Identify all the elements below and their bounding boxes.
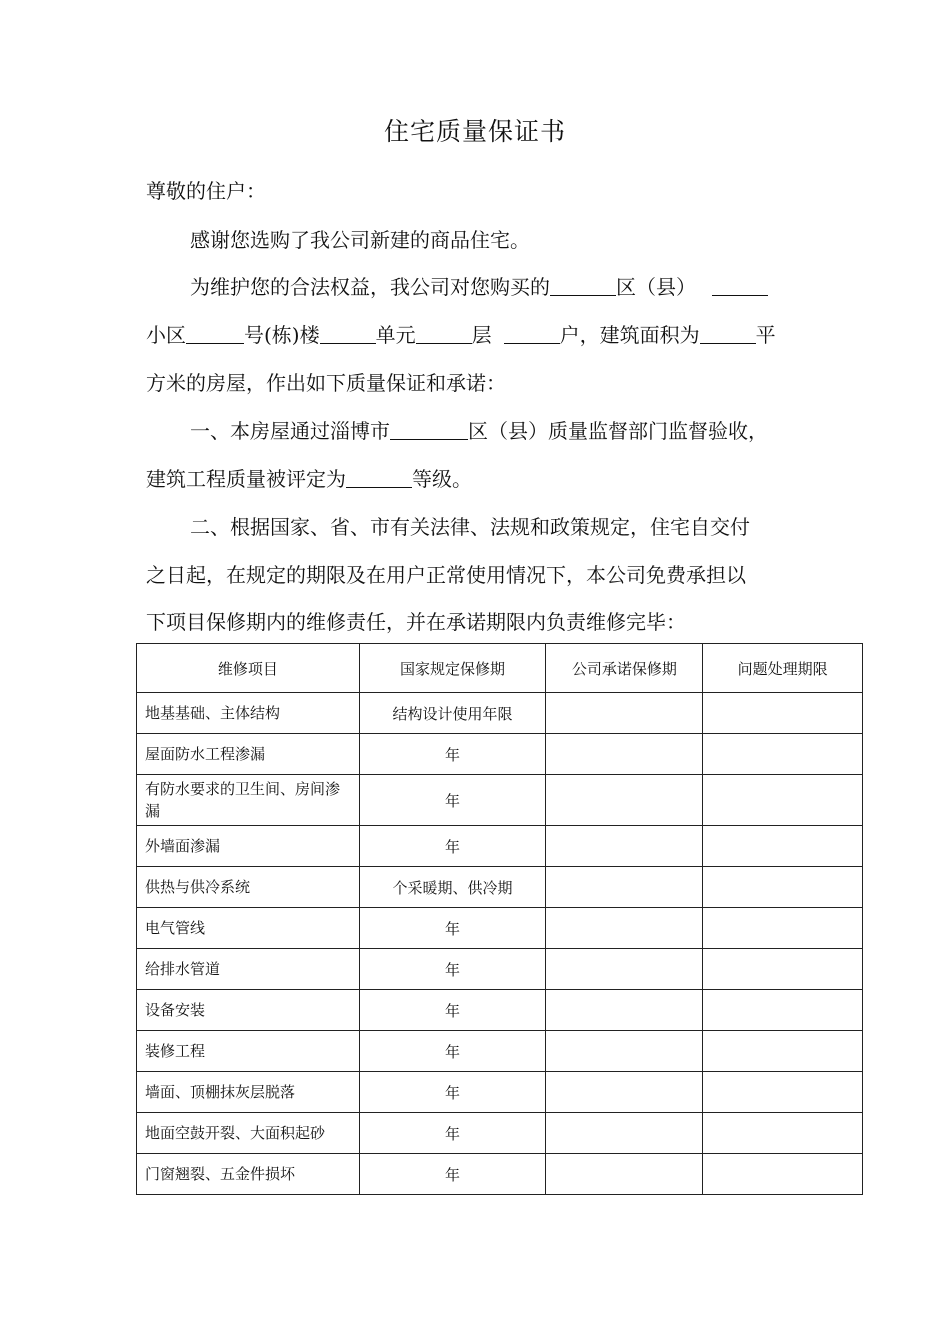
row-company-period[interactable] [546, 867, 703, 908]
unit-blank[interactable] [320, 321, 376, 344]
header-handling-period: 问题处理期限 [703, 644, 863, 693]
row-item: 地基基础、主体结构 [137, 693, 360, 734]
table-row [137, 826, 863, 867]
row-handling-period[interactable] [703, 1154, 863, 1195]
table-row [137, 1113, 863, 1154]
building-blank[interactable] [186, 321, 244, 344]
table-row [137, 908, 863, 949]
table-row [137, 1031, 863, 1072]
table-header-row [137, 644, 863, 693]
room-blank[interactable] [504, 321, 560, 344]
purchase-text-6: 层 [471, 323, 492, 347]
row-national-period: 年 [359, 990, 546, 1031]
row-national-period: 年 [359, 775, 546, 826]
row-national-period: 年 [359, 1031, 546, 1072]
purchase-text-1: 为维护您的合法权益，我公司对您购买的 [190, 275, 550, 299]
community-blank[interactable] [712, 273, 768, 296]
acceptance-district-blank[interactable] [390, 417, 468, 440]
table-row [137, 693, 863, 734]
row-item: 有防水要求的卫生间、房间渗漏 [137, 775, 360, 826]
row-item: 给排水管道 [137, 949, 360, 990]
row-company-period[interactable] [546, 734, 703, 775]
header-national-period: 国家规定保修期 [359, 644, 546, 693]
table-row [137, 1154, 863, 1195]
row-item: 墙面、顶棚抹灰层脱落 [137, 1072, 360, 1113]
row-item: 装修工程 [137, 1031, 360, 1072]
row-national-period: 年 [359, 1154, 546, 1195]
row-item: 供热与供冷系统 [137, 867, 360, 908]
purchase-line-3: 方米的房屋，作出如下质量保证和承诺： [146, 371, 506, 395]
row-national-period: 年 [359, 908, 546, 949]
purchase-line-2 [146, 320, 776, 350]
warranty-table [136, 643, 863, 1195]
header-item: 维修项目 [137, 644, 360, 693]
table-row [137, 775, 863, 826]
row-company-period[interactable] [546, 775, 703, 826]
row-company-period[interactable] [546, 908, 703, 949]
purchase-text-7: 户，建筑面积为 [559, 323, 700, 347]
header-company-period: 公司承诺保修期 [546, 644, 703, 693]
row-handling-period[interactable] [703, 1072, 863, 1113]
row-company-period[interactable] [546, 990, 703, 1031]
row-company-period[interactable] [546, 949, 703, 990]
row-national-period: 年 [359, 734, 546, 775]
acceptance-text-3: 建筑工程质量被评定为 [146, 467, 346, 491]
thanks-paragraph: 感谢您选购了我公司新建的商品住宅。 [190, 228, 530, 252]
row-handling-period[interactable] [703, 1113, 863, 1154]
row-national-period: 个采暖期、供冷期 [359, 867, 546, 908]
row-handling-period[interactable] [703, 949, 863, 990]
purchase-text-3: 小区 [146, 323, 186, 347]
warranty-line-1: 二、根据国家、省、市有关法律、法规和政策规定，住宅自交付 [190, 515, 750, 539]
purchase-text-5: 单元 [375, 323, 416, 347]
row-handling-period[interactable] [703, 908, 863, 949]
row-handling-period[interactable] [703, 990, 863, 1031]
row-item: 电气管线 [137, 908, 360, 949]
acceptance-line-2 [146, 464, 472, 494]
row-item: 屋面防水工程渗漏 [137, 734, 360, 775]
table-row [137, 867, 863, 908]
row-national-period: 结构设计使用年限 [359, 693, 546, 734]
row-company-period[interactable] [546, 1113, 703, 1154]
row-item: 外墙面渗漏 [137, 826, 360, 867]
greeting: 尊敬的住户： [146, 179, 266, 203]
acceptance-line-1 [190, 416, 768, 446]
acceptance-text-2: 区（县）质量监督部门监督验收， [468, 419, 768, 443]
row-handling-period[interactable] [703, 775, 863, 826]
floor-blank[interactable] [416, 321, 472, 344]
row-handling-period[interactable] [703, 693, 863, 734]
row-item: 地面空鼓开裂、大面积起砂 [137, 1113, 360, 1154]
table-row [137, 734, 863, 775]
row-national-period: 年 [359, 1072, 546, 1113]
row-item: 门窗翘裂、五金件损坏 [137, 1154, 360, 1195]
row-item: 设备安装 [137, 990, 360, 1031]
page-title: 住宅质量保证书 [383, 117, 566, 146]
purchase-line-1 [190, 272, 768, 302]
row-company-period[interactable] [546, 1072, 703, 1113]
table-row [137, 1072, 863, 1113]
table-row [137, 990, 863, 1031]
area-blank[interactable] [700, 321, 756, 344]
row-company-period[interactable] [546, 693, 703, 734]
warranty-line-2: 之日起，在规定的期限及在用户正常使用情况下，本公司免费承担以 [146, 563, 746, 587]
row-handling-period[interactable] [703, 867, 863, 908]
purchase-text-2: 区（县） [616, 275, 696, 299]
row-company-period[interactable] [546, 1154, 703, 1195]
district-blank[interactable] [550, 273, 616, 296]
table-row [137, 949, 863, 990]
row-company-period[interactable] [546, 826, 703, 867]
row-handling-period[interactable] [703, 734, 863, 775]
purchase-text-8: 平 [755, 323, 776, 347]
warranty-line-3: 下项目保修期内的维修责任，并在承诺期限内负责维修完毕： [146, 610, 686, 634]
row-handling-period[interactable] [703, 1031, 863, 1072]
row-national-period: 年 [359, 826, 546, 867]
row-national-period: 年 [359, 1113, 546, 1154]
purchase-text-4: 号(栋)楼 [244, 323, 320, 347]
row-handling-period[interactable] [703, 826, 863, 867]
row-company-period[interactable] [546, 1031, 703, 1072]
grade-blank[interactable] [346, 465, 412, 488]
acceptance-text-1: 一、本房屋通过淄博市 [190, 419, 390, 443]
acceptance-text-4: 等级。 [412, 467, 472, 491]
row-national-period: 年 [359, 949, 546, 990]
